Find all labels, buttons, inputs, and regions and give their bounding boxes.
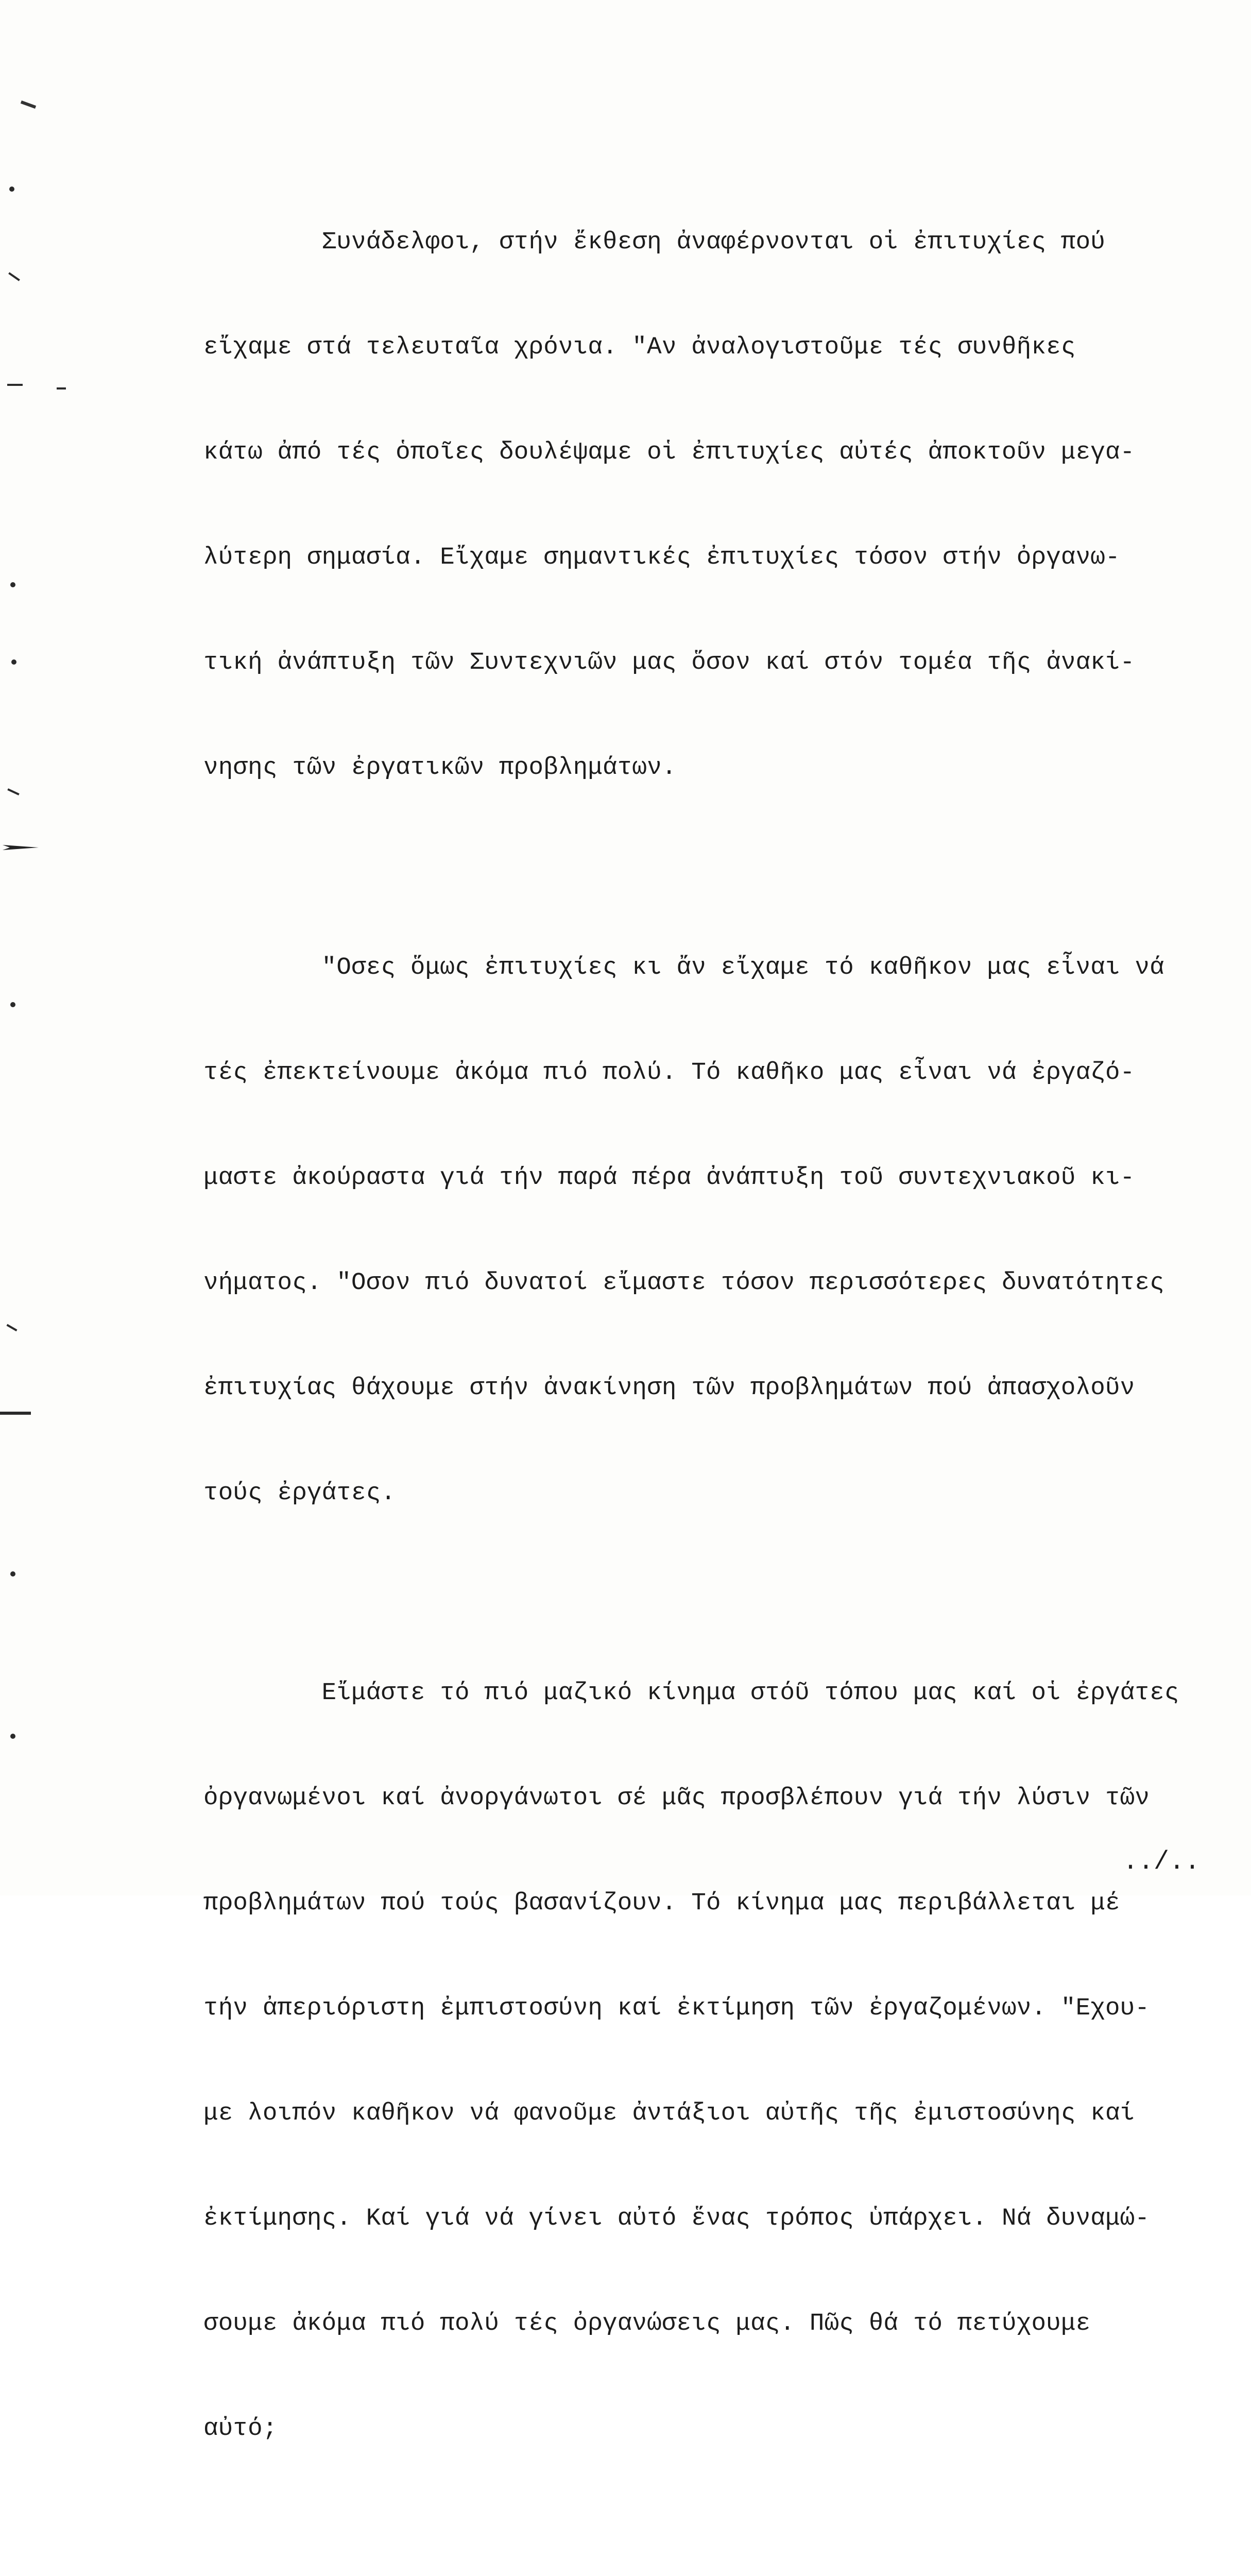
text-line: λύτερη σημασία. Εἴχαμε σημαντικές ἐπιτυχίες τόσον στήν ὀργανω- — [203, 544, 1120, 571]
margin-dash — [6, 1324, 17, 1331]
text-line: αὐτό; — [203, 2415, 278, 2443]
margin-mark — [21, 100, 36, 109]
margin-dash — [8, 272, 20, 281]
text-line: κάτω ἀπό τές ὁποῖες δουλέψαμε οἱ ἐπιτυχίες αὐτές ἀποκτοῦν μεγα- — [203, 438, 1135, 466]
margin-dot — [10, 1002, 15, 1007]
text-line: με λοιπόν καθῆκον νά φανοῦμε ἀντάξιοι αὐτῆς τῆς ἐμιστοσύνης καί — [203, 2099, 1135, 2127]
text-line: τούς ἐργάτες. — [203, 1479, 396, 1507]
text-line: Συνάδελφοι, στήν ἔκθεση ἀναφέρνονται οἱ ἐπιτυχίες πού — [203, 228, 1105, 256]
text-line: σουμε ἀκόμα πιό πολύ τές ὀργανώσεις μας. Πῶς θά τό πετύχουμε — [203, 2310, 1091, 2337]
margin-dash — [0, 1412, 31, 1415]
text-line: ἐπιτυχίας θάχουμε στήν ἀνακίνηση τῶν προβλημάτων πού ἀπασχολοῦν — [203, 1374, 1135, 1402]
margin-dash — [7, 788, 19, 795]
paragraph-2 — [203, 880, 1228, 1581]
margin-dash — [57, 387, 66, 389]
text-line: τές ἐπεκτείνουμε ἀκόμα πιό πολύ. Τό καθῆκο μας εἶναι νά ἐργαζό- — [203, 1059, 1135, 1087]
margin-dot — [9, 187, 14, 192]
text-line: "Οσες ὅμως ἐπιτυχίες κι ἄν εἴχαμε τό καθῆκον μας εἶναι νά — [203, 954, 1164, 981]
text-line: ὀργανωμένοι καί ἀνοργάνωτοι σέ μᾶς προσβλέπουν γιά τήν λύσιν τῶν — [203, 1784, 1150, 1812]
text-line: νήματος. "Οσον πιό δυνατοί εἴμαστε τόσον περισσότερες δυνατότητες — [203, 1269, 1164, 1297]
text-line: τήν ἀπεριόριστη ἐμπιστοσύνη καί ἐκτίμηση τῶν ἐργαζομένων. "Εχου- — [203, 1994, 1150, 2022]
continuation-marker: ../.. — [1123, 1848, 1201, 1877]
text-line: Εἴμάστε τό πιό μαζικό κίνημα στόῦ τόπου μας καί οἱ ἐργάτες — [203, 1679, 1179, 1707]
paragraph-3 — [203, 1605, 1228, 2516]
text-line: προβλημάτων πού τούς βασανίζουν. Τό κίνημα μας περιβάλλεται μέ — [203, 1889, 1120, 1917]
margin-dot — [10, 1734, 15, 1739]
paragraph-1 — [203, 155, 1228, 855]
paragraph-4 — [203, 2541, 1228, 2576]
margin-dash — [7, 384, 23, 386]
text-line: ἐκτίμησης. Καί γιά νά γίνει αὐτό ἕνας τρόπος ὑπάρχει. Νά δυναμώ- — [203, 2205, 1150, 2232]
text-line: τική ἀνάπτυξη τῶν Συντεχνιῶν μας ὅσον καί στόν τομέα τῆς ἀνακί- — [203, 649, 1135, 676]
margin-arrow-mark — [3, 845, 39, 850]
margin-dot — [10, 582, 15, 587]
margin-dot — [10, 1571, 15, 1577]
text-line: εἴχαμε στά τελευταῖα χρόνια. "Αν ἀναλογιστοῦμε τές συνθῆκες — [203, 333, 1076, 361]
margin-dot — [11, 659, 16, 665]
text-line: μαστε ἀκούραστα γιά τήν παρά πέρα ἀνάπτυξη τοῦ συντεχνιακοῦ κι- — [203, 1164, 1135, 1192]
body-text — [203, 155, 1228, 2576]
text-line: νησης τῶν ἐργατικῶν προβλημάτων. — [203, 754, 677, 782]
